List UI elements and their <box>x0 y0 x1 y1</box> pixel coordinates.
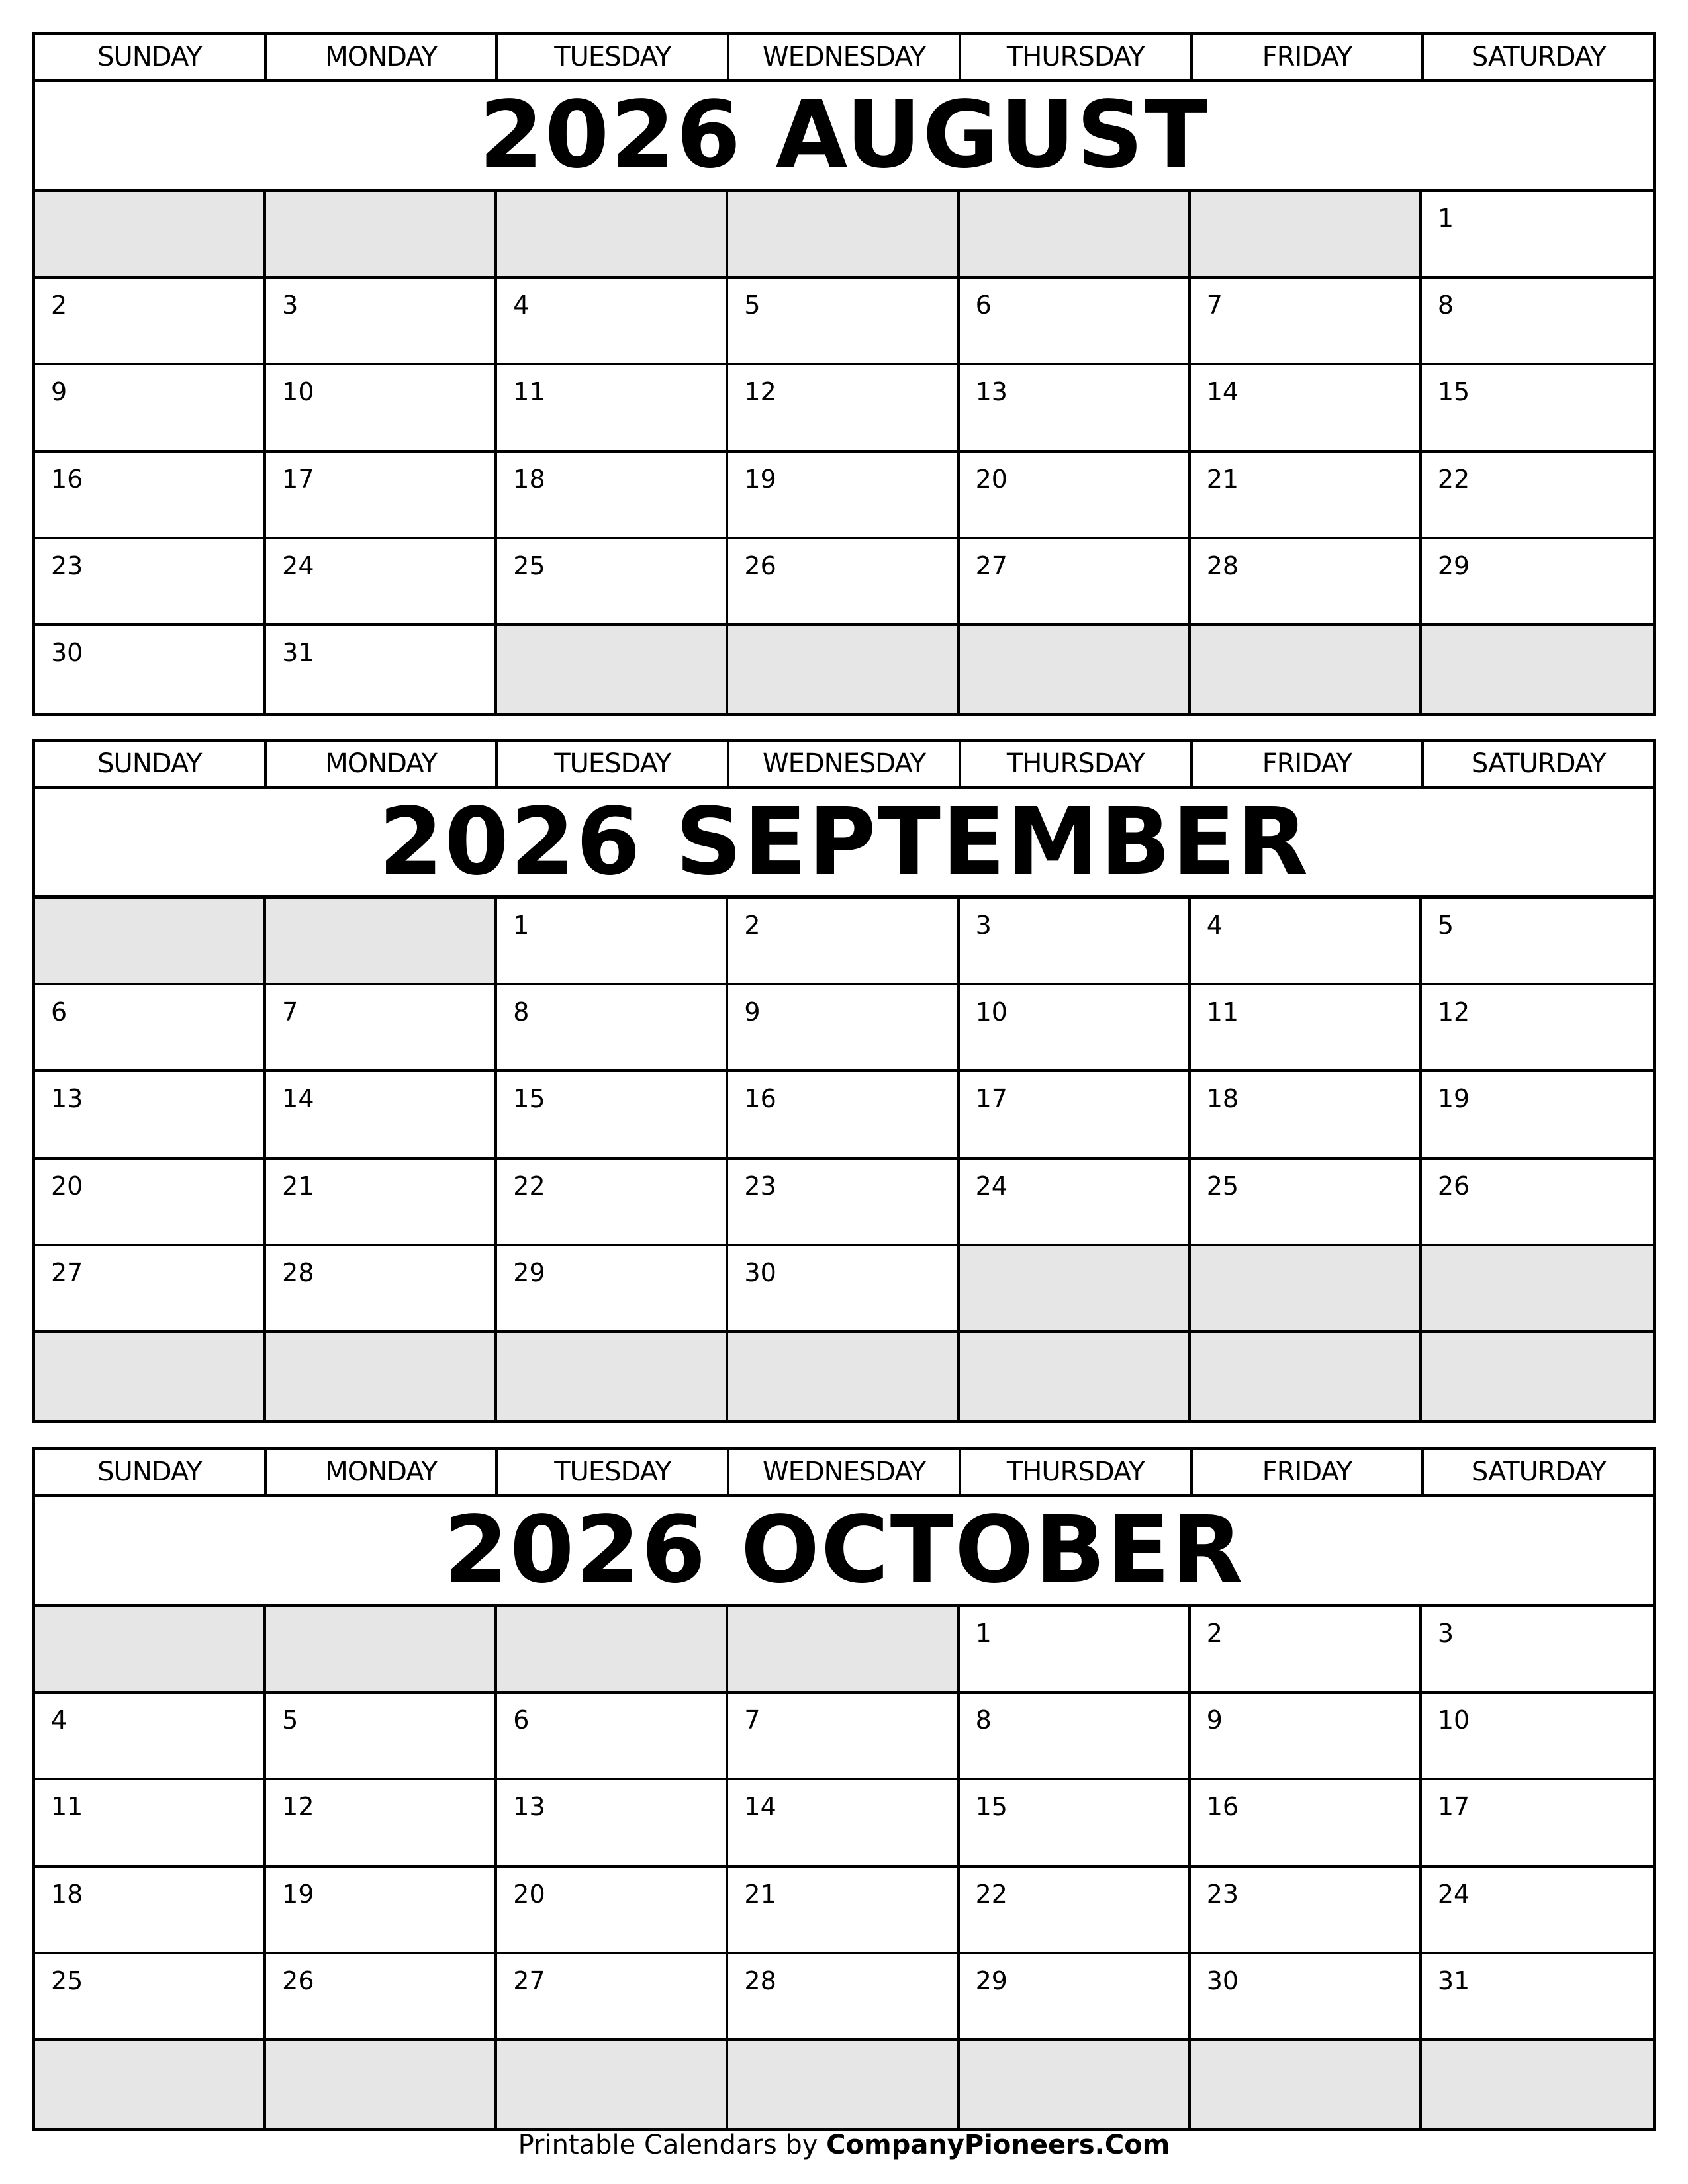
empty-day-cell <box>266 1607 497 1694</box>
day-number: 17 <box>282 464 314 494</box>
day-number: 24 <box>975 1171 1008 1201</box>
day-cell <box>1422 1607 1653 1694</box>
empty-day-cell <box>1422 626 1653 713</box>
day-cell <box>497 453 728 539</box>
day-number: 4 <box>513 291 530 320</box>
day-number: 28 <box>744 1966 776 1995</box>
day-number: 7 <box>744 1706 761 1735</box>
day-cell <box>497 1868 728 1954</box>
day-number: 14 <box>282 1084 314 1114</box>
day-number: 13 <box>51 1084 83 1114</box>
footer-brand-link[interactable]: CompanyPioneers.Com <box>826 2130 1170 2160</box>
day-number: 30 <box>51 637 83 667</box>
empty-day-cell <box>1422 1246 1653 1333</box>
empty-day-cell <box>960 192 1191 279</box>
day-number: 10 <box>282 377 314 407</box>
day-cell <box>497 1160 728 1246</box>
day-number: 29 <box>1437 551 1470 580</box>
day-cell <box>728 985 959 1072</box>
weekday-sunday: SUNDAY <box>35 742 267 786</box>
day-number: 12 <box>1437 997 1470 1027</box>
day-cell <box>1422 539 1653 626</box>
day-number: 3 <box>282 291 299 320</box>
day-number: 9 <box>51 377 68 407</box>
day-number: 5 <box>1437 911 1454 940</box>
day-number: 9 <box>744 997 761 1027</box>
weekday-monday: MONDAY <box>267 742 498 786</box>
day-cell <box>497 279 728 365</box>
empty-day-cell <box>728 1607 959 1694</box>
weekday-header-row <box>35 742 1653 789</box>
day-cell <box>1422 1954 1653 2041</box>
day-number: 24 <box>1437 1879 1470 1909</box>
day-number: 26 <box>282 1966 314 1995</box>
day-number: 14 <box>1206 377 1239 407</box>
day-cell <box>1422 1868 1653 1954</box>
day-number: 10 <box>975 997 1008 1027</box>
day-number: 18 <box>51 1879 83 1909</box>
day-number: 8 <box>1437 291 1454 320</box>
day-cell <box>35 539 266 626</box>
day-number: 27 <box>513 1966 545 1995</box>
weekday-saturday: SATURDAY <box>1471 42 1606 72</box>
day-cell <box>728 1072 959 1159</box>
day-cell <box>497 899 728 985</box>
day-cell <box>266 1694 497 1780</box>
day-number: 25 <box>513 551 545 580</box>
day-number: 4 <box>51 1706 68 1735</box>
day-cell <box>497 539 728 626</box>
day-cell <box>1422 365 1653 452</box>
empty-day-cell <box>1191 192 1422 279</box>
day-number: 4 <box>1206 911 1223 940</box>
day-number: 6 <box>513 1706 530 1735</box>
day-cell <box>960 1954 1191 2041</box>
footer-credit <box>0 2130 1688 2160</box>
empty-day-cell <box>960 1246 1191 1333</box>
weekday-header-row <box>35 35 1653 82</box>
day-cell <box>497 1246 728 1333</box>
weekday-thursday: THURSDAY <box>961 35 1193 79</box>
day-cell <box>1422 985 1653 1072</box>
empty-day-cell <box>35 192 266 279</box>
day-cell <box>1191 1072 1422 1159</box>
day-number: 30 <box>744 1257 776 1287</box>
weekday-monday: MONDAY <box>267 35 498 79</box>
day-cell <box>35 1780 266 1867</box>
day-number: 10 <box>1437 1706 1470 1735</box>
day-number: 19 <box>744 464 776 494</box>
day-cell <box>960 539 1191 626</box>
day-cell <box>1191 1160 1422 1246</box>
day-cell <box>728 539 959 626</box>
weekday-tuesday: TUESDAY <box>498 742 729 786</box>
calendar-august <box>32 32 1656 716</box>
weekday-thursday: THURSDAY <box>961 742 1193 786</box>
day-cell <box>960 985 1191 1072</box>
day-cell <box>960 1694 1191 1780</box>
day-cell <box>960 1607 1191 1694</box>
weekday-friday: FRIDAY <box>1193 1450 1425 1494</box>
empty-day-cell <box>1422 1333 1653 1420</box>
day-grid <box>35 899 1653 1420</box>
day-cell <box>266 1246 497 1333</box>
weekday-wednesday: WEDNESDAY <box>729 35 961 79</box>
weekday-tuesday: TUESDAY <box>498 1450 729 1494</box>
day-number: 9 <box>1206 1706 1223 1735</box>
day-cell <box>266 1954 497 2041</box>
day-cell <box>266 1868 497 1954</box>
day-number: 15 <box>1437 377 1470 407</box>
empty-day-cell <box>1191 2041 1422 2128</box>
day-cell <box>35 1246 266 1333</box>
day-number: 29 <box>513 1257 545 1287</box>
day-number: 16 <box>744 1084 776 1114</box>
day-number: 5 <box>744 291 761 320</box>
day-number: 22 <box>513 1171 545 1201</box>
day-cell <box>35 1160 266 1246</box>
day-cell <box>1191 1694 1422 1780</box>
day-cell <box>35 985 266 1072</box>
empty-day-cell <box>497 1333 728 1420</box>
day-number: 30 <box>1206 1966 1239 1995</box>
empty-day-cell <box>1191 1246 1422 1333</box>
day-number: 19 <box>282 1879 314 1909</box>
day-cell <box>728 1780 959 1867</box>
day-number: 3 <box>1437 1619 1454 1648</box>
day-cell <box>266 1072 497 1159</box>
weekday-friday: FRIDAY <box>1193 35 1425 79</box>
day-cell <box>497 985 728 1072</box>
weekday-friday: FRIDAY <box>1193 742 1425 786</box>
empty-day-cell <box>497 2041 728 2128</box>
empty-day-cell <box>266 899 497 985</box>
day-cell <box>1191 985 1422 1072</box>
day-cell <box>266 365 497 452</box>
day-cell <box>266 539 497 626</box>
day-cell <box>960 1868 1191 1954</box>
day-cell <box>728 279 959 365</box>
weekday-saturday: SATURDAY <box>1471 749 1606 779</box>
day-number: 7 <box>1206 291 1223 320</box>
day-number: 22 <box>1437 464 1470 494</box>
day-cell <box>960 1160 1191 1246</box>
empty-day-cell <box>266 1333 497 1420</box>
month-title: 2026 AUGUST <box>35 82 1653 192</box>
day-cell <box>35 365 266 452</box>
day-number: 17 <box>975 1084 1008 1114</box>
day-number: 23 <box>744 1171 776 1201</box>
day-cell <box>497 365 728 452</box>
day-cell <box>960 453 1191 539</box>
footer-prefix: Printable Calendars by <box>518 2130 827 2160</box>
day-number: 15 <box>513 1084 545 1114</box>
day-cell <box>960 1780 1191 1867</box>
day-number: 23 <box>1206 1879 1239 1909</box>
empty-day-cell <box>960 626 1191 713</box>
day-number: 21 <box>744 1879 776 1909</box>
day-cell <box>1191 1780 1422 1867</box>
day-number: 2 <box>1206 1619 1223 1648</box>
weekday-header-row <box>35 1450 1653 1497</box>
empty-day-cell <box>497 192 728 279</box>
day-cell <box>497 1694 728 1780</box>
day-cell <box>1191 1868 1422 1954</box>
day-cell <box>728 899 959 985</box>
day-cell <box>35 1072 266 1159</box>
day-cell <box>266 453 497 539</box>
calendar-october <box>32 1447 1656 2131</box>
day-cell <box>497 1954 728 2041</box>
day-cell <box>728 1694 959 1780</box>
day-cell <box>35 1694 266 1780</box>
day-number: 28 <box>282 1257 314 1287</box>
empty-day-cell <box>266 2041 497 2128</box>
day-number: 17 <box>1437 1792 1470 1822</box>
day-cell <box>728 1954 959 2041</box>
day-cell <box>1191 453 1422 539</box>
day-cell <box>728 1160 959 1246</box>
month-title: 2026 OCTOBER <box>35 1497 1653 1607</box>
day-number: 20 <box>975 464 1008 494</box>
day-number: 27 <box>51 1257 83 1287</box>
day-cell <box>728 453 959 539</box>
day-number: 8 <box>513 997 530 1027</box>
day-cell <box>728 1246 959 1333</box>
calendar-september <box>32 739 1656 1423</box>
day-cell <box>1422 192 1653 279</box>
day-cell <box>960 899 1191 985</box>
day-number: 26 <box>1437 1171 1470 1201</box>
empty-day-cell <box>728 1333 959 1420</box>
day-cell <box>1422 1072 1653 1159</box>
day-cell <box>1422 899 1653 985</box>
day-cell <box>35 1954 266 2041</box>
empty-day-cell <box>35 2041 266 2128</box>
day-cell <box>266 626 497 713</box>
weekday-monday: MONDAY <box>267 1450 498 1494</box>
day-number: 2 <box>744 911 761 940</box>
day-number: 12 <box>744 377 776 407</box>
day-number: 23 <box>51 551 83 580</box>
day-number: 18 <box>1206 1084 1239 1114</box>
day-number: 5 <box>282 1706 299 1735</box>
day-cell <box>266 1160 497 1246</box>
empty-day-cell <box>497 1607 728 1694</box>
day-cell <box>1422 453 1653 539</box>
day-cell <box>1191 365 1422 452</box>
day-number: 7 <box>282 997 299 1027</box>
day-cell <box>1191 279 1422 365</box>
day-number: 28 <box>1206 551 1239 580</box>
day-number: 13 <box>975 377 1008 407</box>
day-cell <box>728 1868 959 1954</box>
day-number: 14 <box>744 1792 776 1822</box>
day-number: 1 <box>513 911 530 940</box>
day-number: 24 <box>282 551 314 580</box>
day-grid <box>35 1607 1653 2128</box>
weekday-tuesday: TUESDAY <box>498 35 729 79</box>
empty-day-cell <box>266 192 497 279</box>
day-number: 19 <box>1437 1084 1470 1114</box>
day-cell <box>266 985 497 1072</box>
day-cell <box>1422 279 1653 365</box>
month-title: 2026 SEPTEMBER <box>35 789 1653 899</box>
empty-day-cell <box>35 899 266 985</box>
day-cell <box>1191 899 1422 985</box>
day-number: 26 <box>744 551 776 580</box>
day-number: 13 <box>513 1792 545 1822</box>
day-cell <box>1422 1160 1653 1246</box>
empty-day-cell <box>35 1333 266 1420</box>
day-cell <box>35 279 266 365</box>
day-number: 6 <box>975 291 992 320</box>
day-number: 2 <box>51 291 68 320</box>
empty-day-cell <box>1191 1333 1422 1420</box>
day-number: 11 <box>513 377 545 407</box>
day-cell <box>35 453 266 539</box>
day-cell <box>497 1072 728 1159</box>
day-number: 11 <box>51 1792 83 1822</box>
day-number: 11 <box>1206 997 1239 1027</box>
day-cell <box>960 365 1191 452</box>
day-number: 16 <box>51 464 83 494</box>
day-cell <box>728 365 959 452</box>
day-cell <box>960 279 1191 365</box>
day-number: 25 <box>1206 1171 1239 1201</box>
weekday-wednesday: WEDNESDAY <box>729 1450 961 1494</box>
day-number: 27 <box>975 551 1008 580</box>
weekday-sunday: SUNDAY <box>35 35 267 79</box>
day-number: 21 <box>1206 464 1239 494</box>
day-number: 31 <box>1437 1966 1470 1995</box>
empty-day-cell <box>497 626 728 713</box>
day-grid <box>35 192 1653 713</box>
weekday-sunday: SUNDAY <box>35 1450 267 1494</box>
day-cell <box>1422 1780 1653 1867</box>
weekday-saturday: SATURDAY <box>1471 1457 1606 1487</box>
day-number: 12 <box>282 1792 314 1822</box>
empty-day-cell <box>728 192 959 279</box>
day-number: 1 <box>975 1619 992 1648</box>
day-number: 8 <box>975 1706 992 1735</box>
day-number: 20 <box>513 1879 545 1909</box>
day-number: 16 <box>1206 1792 1239 1822</box>
day-cell <box>497 1780 728 1867</box>
day-cell <box>960 1072 1191 1159</box>
day-number: 6 <box>51 997 68 1027</box>
day-number: 22 <box>975 1879 1008 1909</box>
weekday-wednesday: WEDNESDAY <box>729 742 961 786</box>
day-number: 3 <box>975 911 992 940</box>
day-number: 25 <box>51 1966 83 1995</box>
day-number: 18 <box>513 464 545 494</box>
empty-day-cell <box>728 2041 959 2128</box>
day-cell <box>266 1780 497 1867</box>
day-number: 29 <box>975 1966 1008 1995</box>
day-number: 31 <box>282 637 314 667</box>
empty-day-cell <box>960 1333 1191 1420</box>
day-cell <box>1191 1607 1422 1694</box>
day-number: 20 <box>51 1171 83 1201</box>
day-number: 1 <box>1437 204 1454 233</box>
empty-day-cell <box>960 2041 1191 2128</box>
empty-day-cell <box>728 626 959 713</box>
day-cell <box>1191 1954 1422 2041</box>
day-cell <box>35 626 266 713</box>
weekday-thursday: THURSDAY <box>961 1450 1193 1494</box>
empty-day-cell <box>35 1607 266 1694</box>
empty-day-cell <box>1422 2041 1653 2128</box>
day-cell <box>1422 1694 1653 1780</box>
day-number: 15 <box>975 1792 1008 1822</box>
day-cell <box>35 1868 266 1954</box>
day-cell <box>266 279 497 365</box>
day-number: 21 <box>282 1171 314 1201</box>
day-cell <box>1191 539 1422 626</box>
empty-day-cell <box>1191 626 1422 713</box>
